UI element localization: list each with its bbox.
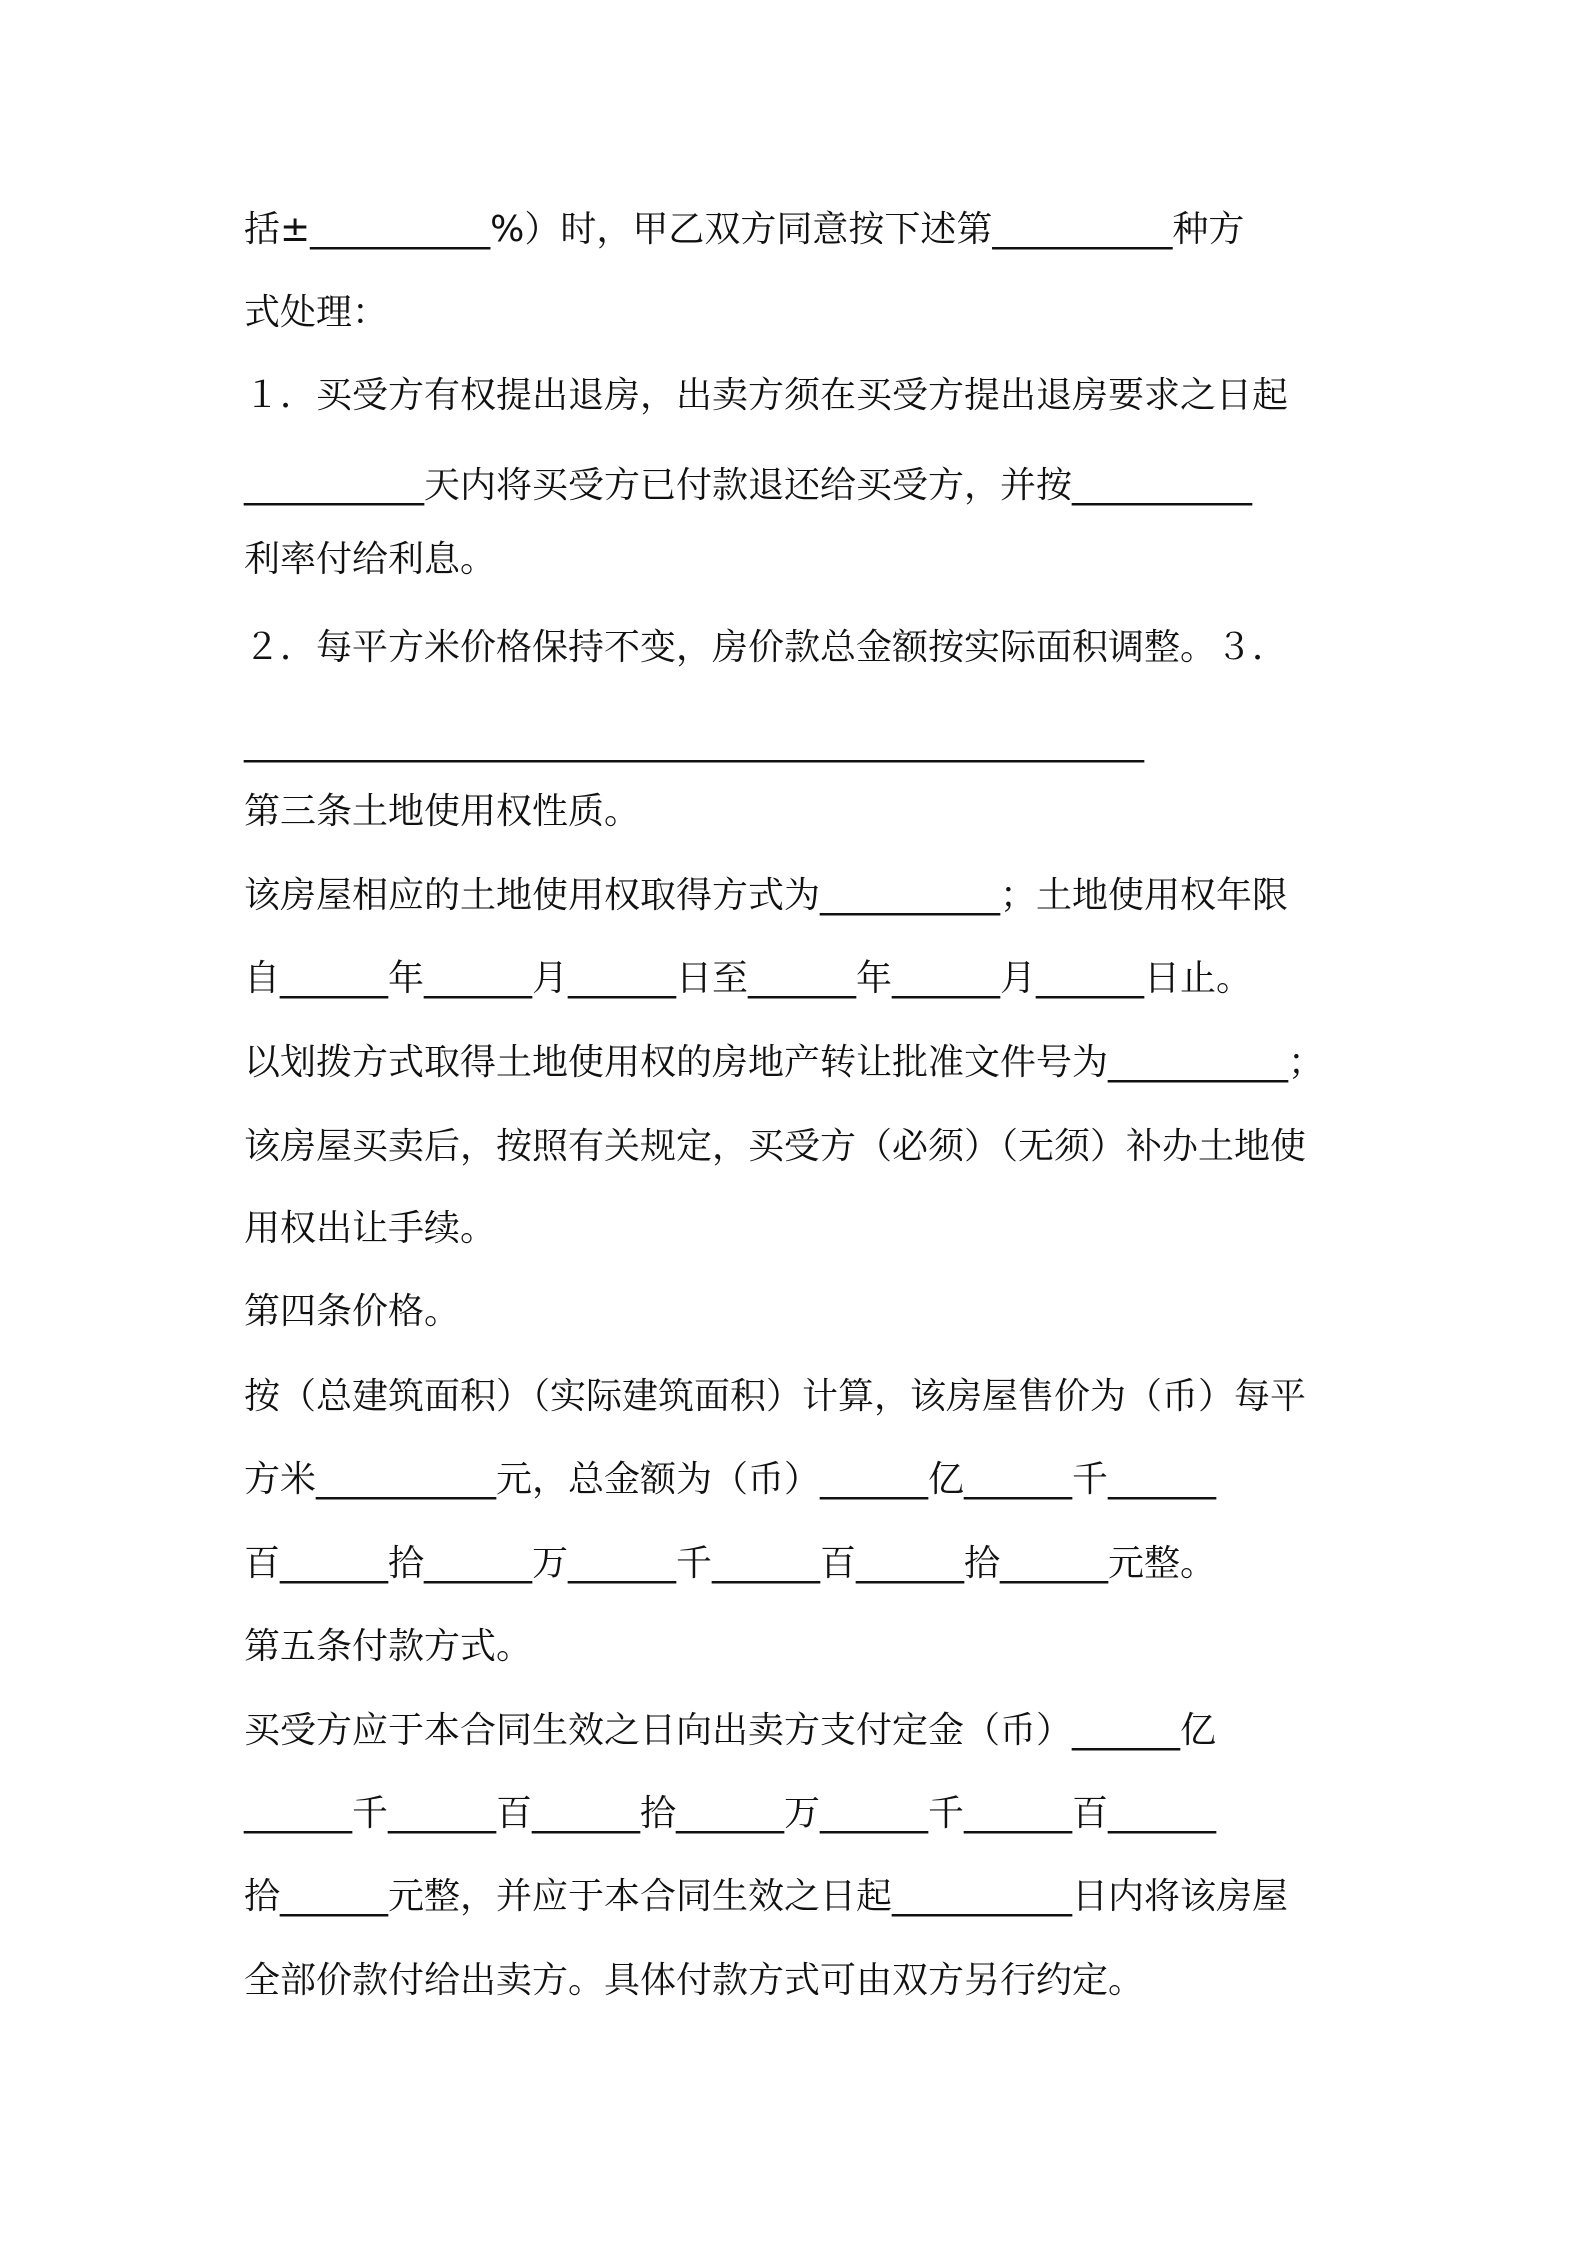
section-heading-4: 第四条价格。 <box>244 1291 461 1332</box>
text-line-1: 括±__________%）时，甲乙双方同意按下述第__________种方 <box>244 209 1245 250</box>
text-line-5: 利率付给利息。 <box>244 539 497 580</box>
text-line-10: 自______年______月______日至______年______月______日止。 <box>244 958 1253 999</box>
text-line-16: 方米__________元，总金额为（币）______亿______千______ <box>244 1459 1217 1500</box>
section-heading-3: 第三条土地使用权性质。 <box>244 791 641 832</box>
section-heading-5: 第五条付款方式。 <box>244 1626 533 1667</box>
text-line-17: 百______拾______万______千______百______拾______元整。 <box>244 1543 1217 1584</box>
text-line-4: __________天内将买受方已付款退还给买受方，并按__________ <box>244 465 1253 506</box>
text-line-12: 该房屋买卖后，按照有关规定，买受方（必须）（无须）补办土地使 <box>244 1126 1307 1167</box>
text-line-15: 按（总建筑面积）（实际建筑面积）计算，该房屋售价为（币）每平 <box>244 1376 1307 1417</box>
text-line-2: 式处理： <box>244 292 389 333</box>
text-line-20: ______千______百______拾______万______千______百______ <box>244 1793 1216 1834</box>
text-line-9: 该房屋相应的土地使用权取得方式为__________；土地使用权年限 <box>244 875 1289 916</box>
text-line-19: 买受方应于本合同生效之日向出卖方支付定金（币）______亿 <box>244 1710 1217 1751</box>
text-line-6: ２．每平方米价格保持不变，房价款总金额按实际面积调整。３． <box>244 627 1289 668</box>
text-line-7: __________________________________________________ <box>244 722 1144 763</box>
text-line-22: 全部价款付给出卖方。具体付款方式可由双方另行约定。 <box>244 1960 1145 2001</box>
text-line-3: １．买受方有权提出退房，出卖方须在买受方提出退房要求之日起 <box>244 375 1289 416</box>
text-line-13: 用权出让手续。 <box>244 1208 497 1249</box>
text-line-11: 以划拨方式取得土地使用权的房地产转让批准文件号为__________； <box>244 1042 1325 1083</box>
text-line-21: 拾______元整，并应于本合同生效之日起__________日内将该房屋 <box>244 1876 1289 1917</box>
